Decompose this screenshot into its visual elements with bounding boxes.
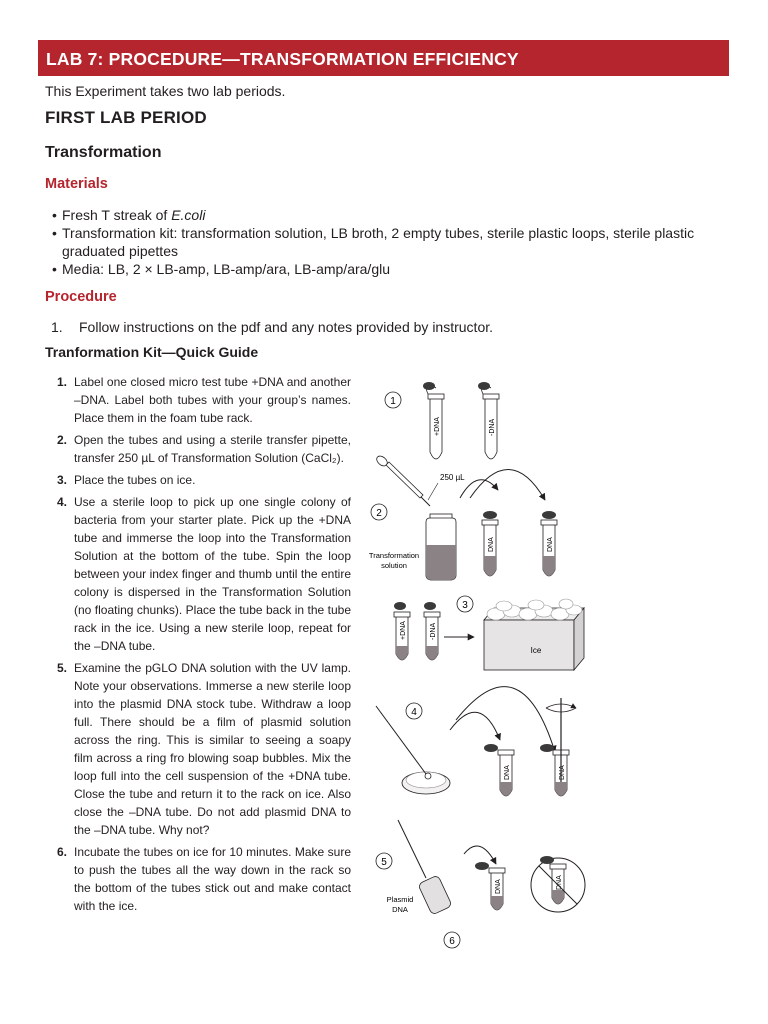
svg-text:Ice: Ice [530, 646, 542, 655]
svg-text:3: 3 [462, 600, 468, 611]
step-text: Follow instructions on the pdf and any notes provided by instructor. [79, 319, 494, 335]
tube-step2-a [482, 511, 498, 576]
svg-text:+DNA: +DNA [434, 417, 441, 436]
volume-label: 250 µL [440, 473, 465, 482]
list-item: 3. Place the tubes on ice. [57, 473, 196, 487]
intro-text: This Experiment takes two lab periods. [45, 83, 286, 99]
plasmid-label-line2: DNA [392, 905, 408, 914]
procedure-illustration [360, 370, 750, 960]
svg-text:-DNA: -DNA [430, 622, 437, 640]
step-2-marker [371, 504, 387, 520]
pipette [375, 454, 430, 506]
solution-label-line1: Transformation [368, 551, 420, 560]
svg-text:DNA: DNA [547, 537, 554, 552]
step-6-marker [444, 932, 460, 948]
svg-text:6: 6 [449, 936, 455, 947]
quick-guide-steps [57, 373, 351, 919]
step-1-marker [385, 392, 401, 408]
procedure-step [51, 319, 493, 335]
petri-dish [402, 772, 450, 794]
list-item: 6. Incubate the tubes on ice for 10 minutes. Make sure to push the tubes all the way down in the rack so the bottom of the tubes stick out and make contact with the ice. [57, 845, 351, 913]
svg-text:4: 4 [411, 707, 417, 718]
svg-text:5: 5 [381, 857, 387, 868]
solution-label-line2: solution [381, 561, 407, 570]
list-item: 2. Open the tubes and using a sterile transfer pipette, transfer 250 µL of Transformation Solution (CaCl₂). [57, 433, 351, 465]
plasmid-label-line1: Plasmid [386, 895, 414, 904]
section-title: FIRST LAB PERIOD [45, 108, 207, 127]
svg-text:1: 1 [390, 396, 396, 407]
svg-text:DNA: DNA [559, 765, 566, 780]
tube-step5-minus-crossed [531, 856, 585, 912]
list-item: • Fresh T streak of E.coli [52, 206, 722, 224]
tube-step2-b [541, 511, 557, 576]
subsection-title: Transformation [45, 144, 162, 161]
step-5-marker [376, 853, 392, 869]
tube-minus-dna [478, 382, 499, 459]
tube-step5-plus [475, 862, 505, 910]
svg-text:DNA: DNA [556, 875, 563, 890]
svg-text:-DNA: -DNA [489, 418, 496, 436]
transformation-solution-bottle [426, 514, 456, 580]
tube-step3-plus [394, 602, 410, 660]
step-number: 1. [51, 319, 63, 335]
materials-heading: Materials [45, 176, 108, 192]
svg-text:DNA: DNA [495, 879, 502, 894]
tube-step3-minus [424, 602, 440, 660]
list-item: 4. Use a sterile loop to pick up one single colony of bacteria from your starter plate. Pick up the +DNA tube and immerse the loop into the Transformation Solution at the bottom of the tube. Spin the loop between your index finger and thumb until the entire colony is dispersed in the Transformation Solution (no floating chunks). Place the tube back in the tube rack in the ice. Using a new sterile loop, repeat for the –DNA tube. [57, 495, 351, 653]
tube-step4-a [484, 744, 514, 796]
list-item: • Media: LB, 2 × LB-amp, LB-amp/ara, LB-amp/ara/glu [52, 260, 722, 278]
list-item: • Transformation kit: transformation solution, LB broth, 2 empty tubes, sterile plastic loops, sterile plastic graduated pipettes [52, 224, 722, 260]
organism-name: E.coli [171, 207, 206, 223]
page-header: LAB 7: PROCEDURE—TRANSFORMATION EFFICIENCY [38, 40, 729, 76]
svg-text:DNA: DNA [488, 537, 495, 552]
tube-plus-dna [423, 382, 444, 459]
tube-step4-b [540, 698, 576, 796]
svg-text:2: 2 [376, 508, 382, 519]
list-item: 1. Label one closed micro test tube +DNA and another –DNA. Label both tubes with your group’s names. Place them in the foam tube rack. [57, 375, 351, 425]
step-4-marker [406, 703, 422, 719]
quick-guide-heading: Tranformation Kit—Quick Guide [45, 344, 259, 360]
ice-box [484, 599, 584, 670]
svg-text:DNA: DNA [504, 765, 511, 780]
step-3-marker [457, 596, 473, 612]
materials-list [52, 206, 722, 278]
svg-text:+DNA: +DNA [400, 621, 407, 640]
procedure-heading: Procedure [45, 289, 117, 305]
list-item: 5. Examine the pGLO DNA solution with the UV lamp. Note your observations. Immerse a new sterile loop into the plasmid DNA stock tube. Withdraw a loop full. There should be a film of plasmid solution across the ring. This is similar to seeing a soapy film across a ring fro blowing soap bubbles. Mix the loop full into the cell suspension of the +DNA tube. Close the tube and return it to the rack on ice. Also close the –DNA tube. Do not add plasmid DNA to the –DNA tube. Why not? [57, 661, 351, 837]
